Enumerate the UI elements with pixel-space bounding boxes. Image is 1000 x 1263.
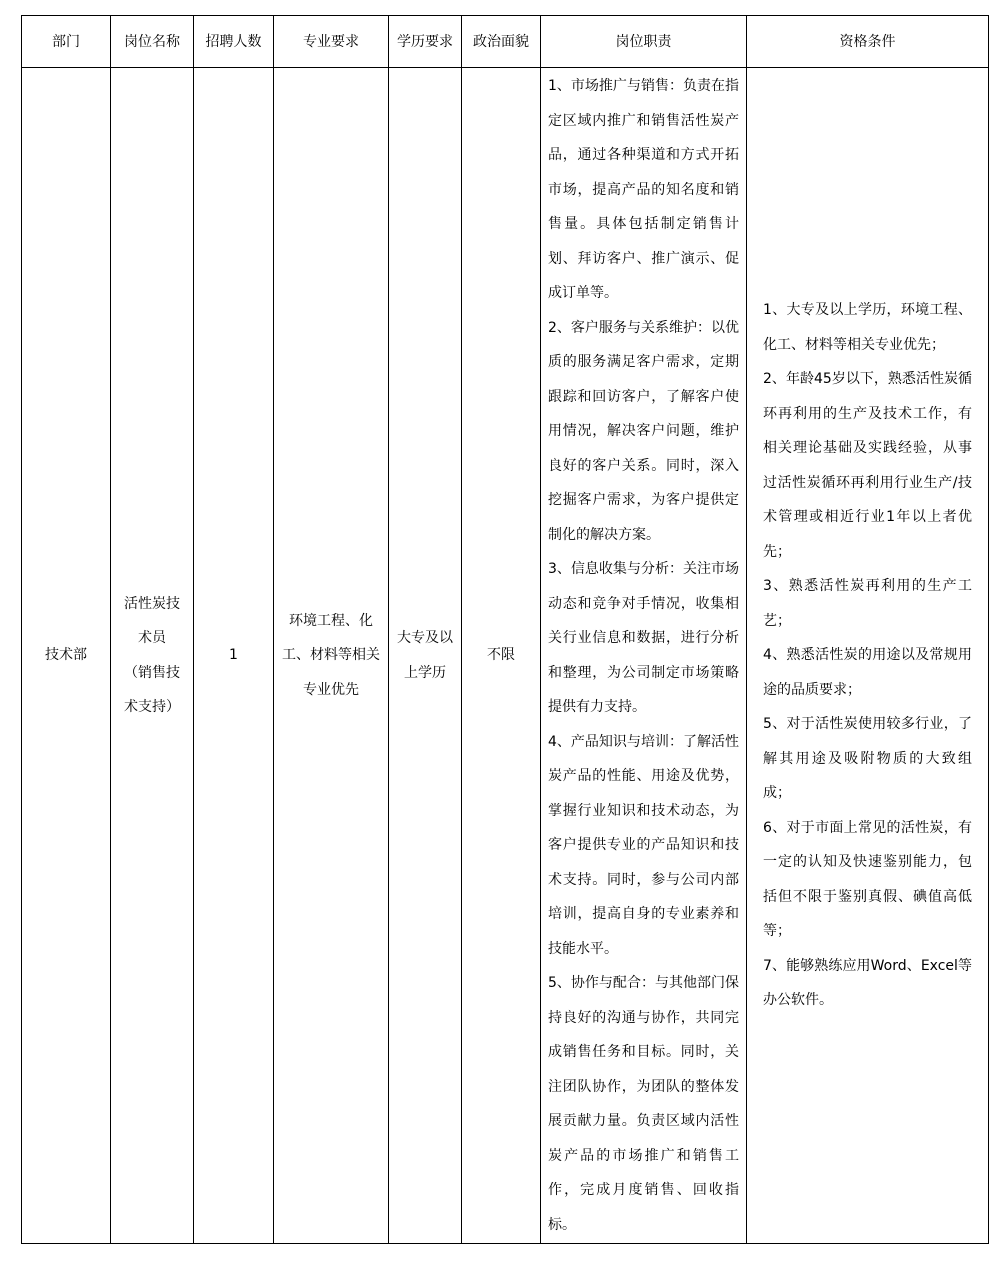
position-name-line: 活性炭技 bbox=[124, 595, 180, 612]
table-body-row bbox=[22, 68, 989, 1244]
header-political-status: 政治面貌 bbox=[462, 16, 541, 68]
education-requirement-line: 大专及以 bbox=[397, 630, 453, 646]
major-requirement-line: 环境工程、化 bbox=[289, 612, 373, 629]
header-department: 部门 bbox=[22, 16, 111, 68]
responsibility-item: 5、协作与配合：与其他部门保持良好的沟通与协作，共同完成销售任务和目标。同时，关注团队协作，为团队的整体发展贡献力量。负责区域内活性炭产品的市场推广和销售工作，完成月度销售、回收指标。 bbox=[548, 975, 739, 1233]
major-requirement-line: 工、材料等相关 bbox=[282, 647, 380, 664]
major-requirement-line: 专业优先 bbox=[303, 681, 359, 698]
qualification-item: 2、年龄45岁以下，熟悉活性炭循环再利用的生产及技术工作，有相关理论基础及实践经验，从事过活性炭循环再利用行业生产/技术管理或相近行业1年以上者优先； bbox=[763, 371, 972, 560]
header-education-requirement: 学历要求 bbox=[389, 16, 462, 68]
position-name-line: （销售技 bbox=[124, 664, 180, 681]
qualification-item: 4、熟悉活性炭的用途以及常规用途的品质要求； bbox=[763, 647, 972, 698]
header-headcount: 招聘人数 bbox=[194, 16, 274, 68]
position-name-line: 术员 bbox=[138, 630, 166, 646]
responsibility-item: 2、客户服务与关系维护：以优质的服务满足客户需求，定期跟踪和回访客户，了解客户使用情况，解决客户问题，维护良好的客户关系。同时，深入挖掘客户需求，为客户提供定制化的解决方案。 bbox=[548, 319, 739, 543]
headcount-cell: 1 bbox=[194, 68, 274, 1244]
qualification-item: 1、大专及以上学历，环境工程、化工、材料等相关专业优先； bbox=[763, 302, 972, 353]
department-cell: 技术部 bbox=[22, 68, 111, 1244]
major-requirement-cell bbox=[274, 68, 389, 1244]
qualification-item: 5、对于活性炭使用较多行业，了解其用途及吸附物质的大致组成； bbox=[763, 716, 972, 802]
qualifications-cell bbox=[747, 68, 989, 1244]
political-status-cell: 不限 bbox=[462, 68, 541, 1244]
header-position-name: 岗位名称 bbox=[111, 16, 194, 68]
responsibility-item: 1、市场推广与销售：负责在指定区域内推广和销售活性炭产品，通过各种渠道和方式开拓市场，提高产品的知名度和销售量。具体包括制定销售计划、拜访客户、推广演示、促成订单等。 bbox=[548, 78, 739, 301]
position-name-line: 术支持） bbox=[124, 699, 180, 715]
qualification-item: 6、对于市面上常见的活性炭，有一定的认知及快速鉴别能力，包括但不限于鉴别真假、碘值高低等； bbox=[763, 819, 972, 940]
job-responsibilities-cell bbox=[541, 68, 747, 1244]
recruitment-table bbox=[21, 15, 989, 1244]
education-requirement-cell bbox=[389, 68, 462, 1244]
qualification-item: 7、能够熟练应用Word、Excel等办公软件。 bbox=[763, 957, 972, 1009]
header-qualifications: 资格条件 bbox=[747, 16, 989, 68]
education-requirement-line: 上学历 bbox=[404, 664, 446, 681]
responsibility-item: 3、信息收集与分析：关注市场动态和竞争对手情况，收集相关行业信息和数据，进行分析和整理，为公司制定市场策略提供有力支持。 bbox=[548, 561, 739, 715]
table-header-row bbox=[22, 16, 989, 68]
header-job-responsibilities: 岗位职责 bbox=[541, 16, 747, 68]
position-name-cell bbox=[111, 68, 194, 1244]
responsibility-item: 4、产品知识与培训：了解活性炭产品的性能、用途及优势，掌握行业知识和技术动态，为客户提供专业的产品知识和技术支持。同时，参与公司内部培训，提高自身的专业素养和技能水平。 bbox=[548, 733, 739, 957]
qualification-item: 3、熟悉活性炭再利用的生产工艺； bbox=[763, 578, 972, 629]
header-major-requirement: 专业要求 bbox=[274, 16, 389, 68]
